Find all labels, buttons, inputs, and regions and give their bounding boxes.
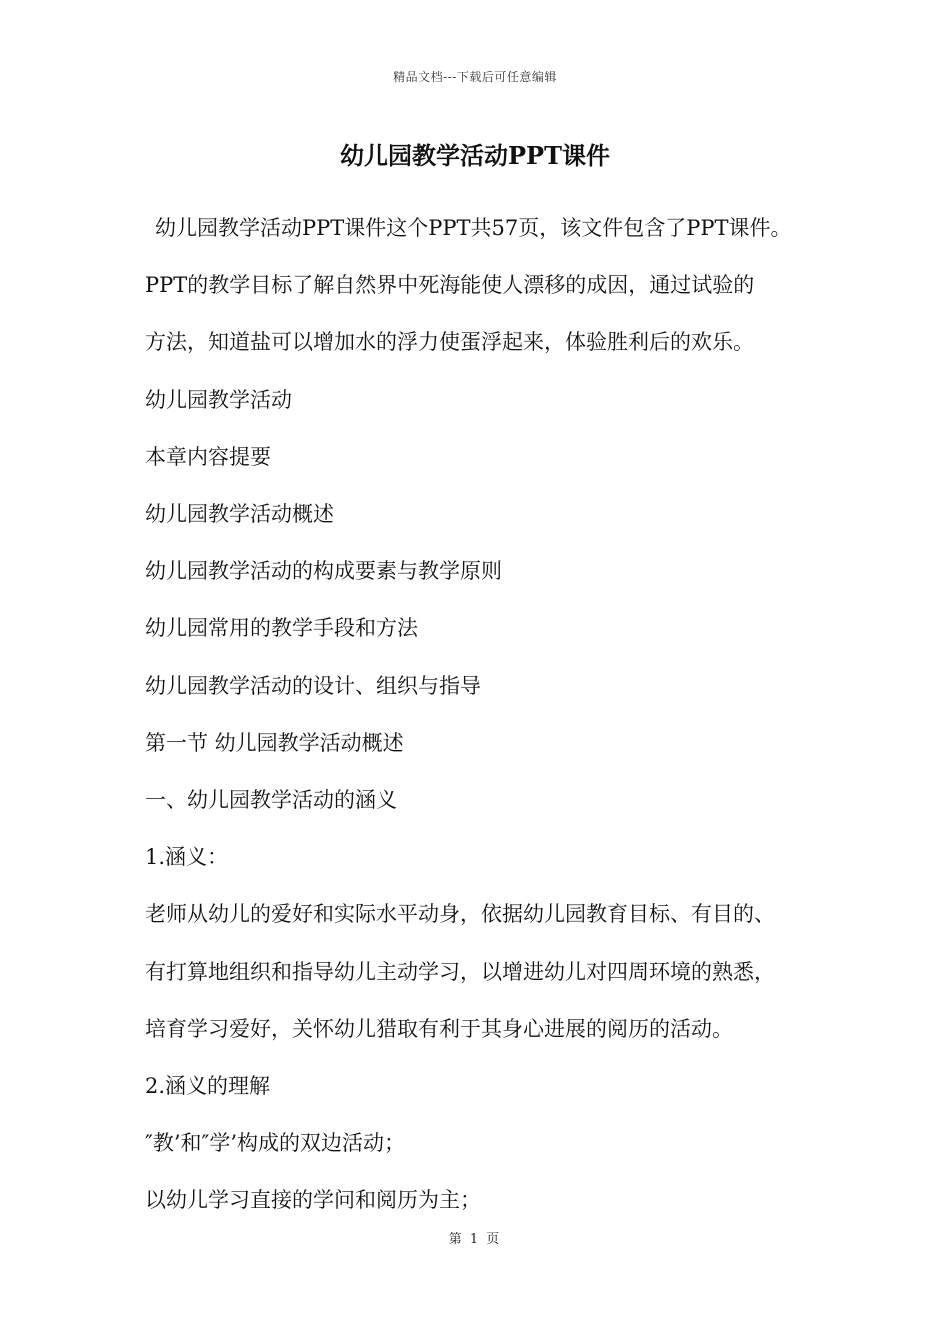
page-number: 第 1 页 — [448, 1232, 502, 1247]
header-note: 精品文档---下载后可任意编辑 — [393, 70, 557, 84]
paragraph-line: 培育学习爱好，关怀幼儿猎取有利于其身心进展的阅历的活动。 — [145, 1016, 733, 1041]
numbered-heading: 2.涵义的理解 — [145, 1074, 271, 1099]
document-body — [145, 200, 835, 1230]
paragraph-line: ″教’和″学’构成的双边活动； — [145, 1131, 406, 1156]
intro-line: 幼儿园教学活动PPT课件这个PPT共57页，该文件包含了PPT课件。 — [155, 216, 792, 240]
intro-line: 方法，知道盐可以增加水的浮力使蛋浮起来，体验胜利后的欢乐。 — [145, 330, 754, 355]
intro-line: PPT的教学目标了解自然界中死海能使人漂移的成因，通过试验的 — [145, 273, 755, 298]
section-heading: 本章内容提要 — [145, 444, 271, 469]
paragraph-line: 老师从幼儿的爱好和实际水平动身，依据幼儿园教育目标、有目的、 — [145, 902, 775, 927]
paragraph-line: 以幼儿学习直接的学问和阅历为主； — [145, 1188, 481, 1213]
outline-item: 幼儿园教学活动的设计、组织与指导 — [145, 673, 481, 698]
paragraph-line: 有打算地组织和指导幼儿主动学习，以增进幼儿对四周环境的熟悉， — [145, 959, 775, 984]
outline-item: 幼儿园教学活动概述 — [145, 502, 334, 527]
subsection-heading: 一、幼儿园教学活动的涵义 — [145, 788, 397, 813]
chapter-section-heading: 第一节 幼儿园教学活动概述 — [145, 730, 404, 755]
document-title: 幼儿园教学活动PPT课件 — [340, 141, 610, 170]
numbered-heading: 1.涵义： — [145, 845, 229, 870]
outline-item: 幼儿园常用的教学手段和方法 — [145, 616, 418, 641]
outline-item: 幼儿园教学活动的构成要素与教学原则 — [145, 559, 502, 584]
section-heading: 幼儿园教学活动 — [145, 387, 292, 412]
